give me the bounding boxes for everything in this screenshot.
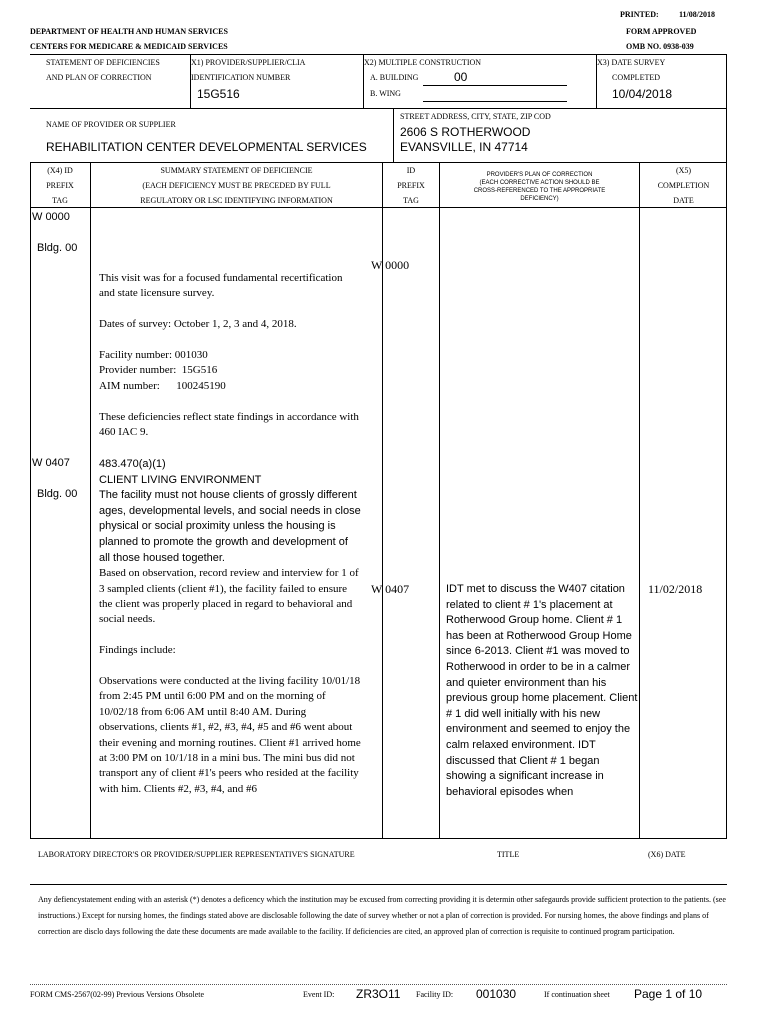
wing-label: B. WING xyxy=(370,89,401,98)
provider-name-value: REHABILITATION CENTER DEVELOPMENTAL SERVICES xyxy=(46,140,367,154)
provider-id-value: 15G516 xyxy=(197,87,240,101)
facility-id-label: Facility ID: xyxy=(416,990,454,999)
plan-label: AND PLAN OF CORRECTION xyxy=(46,73,152,82)
address-line2: EVANSVILLE, IN 47714 xyxy=(400,140,528,154)
regulation-code: 483.470(a)(1) xyxy=(99,458,166,470)
omb-number: OMB NO. 0938-039 xyxy=(626,42,694,51)
x3-label: X3) DATE SURVEY xyxy=(597,58,666,67)
summary-block-1 xyxy=(99,271,361,456)
address-line1: 2606 S ROTHERWOOD xyxy=(400,125,531,139)
body-right-border xyxy=(726,54,727,838)
bldg-2: Bldg. 00 xyxy=(37,488,78,500)
footnote: Any defiencystatement ending with an asterisk (*) denotes a deficency which the institution may be excused from correcting providing it is determin other safegaurds provide sufficient protection to the patients. (see instructions.) Except for nursing homes, the findings stated above are disclosable following the date of survey whether or not a plan of correction is provided. For nursing homes, the above findings and plans of correction are disclo days following the date these documents are made available to the facility. If deficiencies are cited, an approved plan of correction is requisite to continued program participation. xyxy=(38,895,726,937)
tag-w0407-right: W 0407 xyxy=(371,582,410,596)
x4-prefix-label: PREFIX xyxy=(46,181,74,190)
id-tag-label: TAG xyxy=(403,196,419,205)
signature-rule xyxy=(30,884,727,885)
summary-title: SUMMARY STATEMENT OF DEFICIENCIE xyxy=(160,166,313,175)
agency-line2: CENTERS FOR MEDICARE & MEDICAID SERVICES xyxy=(30,42,228,51)
body-bottom-rule xyxy=(30,838,727,839)
statement-label: STATEMENT OF DEFICIENCIES xyxy=(46,58,160,67)
body-divider-3 xyxy=(439,162,440,838)
building-underline xyxy=(423,85,567,86)
findings-include: Findings include: xyxy=(99,644,176,657)
completion-date-label: DATE xyxy=(673,196,694,205)
summary-sub1: (EACH DEFICIENCY MUST BE PRECEDED BY FULL xyxy=(142,181,331,190)
continuation-label: If continuation sheet xyxy=(544,990,610,999)
observations: Observations were conducted at the living facility 10/01/18 from 2:45 PM until 6:00 PM and on the morning of 10/02/18 from 6:06 AM until 8:40 AM. During observations, clients #1, #2, #3, #4, #5 and #6 went about their evening and morning routines. Client #1 arrived home at 3:00 PM on 10/1/18 in a mini bus. The mini bus did not transport any of client #1's peers who resided at the facility with him. Clients #2, #3, #4, and #6 xyxy=(99,674,361,795)
plan-sub3: DEFICIENCY) xyxy=(520,196,559,202)
header-top-rule xyxy=(30,54,727,55)
x3-sub-label: COMPLETED xyxy=(612,73,660,82)
x5-label: (X5) xyxy=(675,166,692,175)
printed-label: PRINTED: xyxy=(620,10,659,19)
aim-number: AIM number: 100245190 xyxy=(99,379,226,392)
form-number: FORM CMS-2567(02-99) Previous Versions Obsolete xyxy=(30,990,205,999)
x4-tag-label: TAG xyxy=(52,196,68,205)
page-number: Page 1 of 10 xyxy=(634,987,703,1001)
header-bottom-rule xyxy=(30,162,727,163)
x1-label: X1) PROVIDER/SUPPLIER/CLIA xyxy=(191,58,306,67)
deficiency-statement: Based on observation, record review and interview for 1 of 3 sampled clients (client #1), the facility failed to ensure the client was properly placed in regard to behavioral and social needs. xyxy=(99,567,359,626)
body-divider-1 xyxy=(90,162,91,838)
event-id-label: Event ID: xyxy=(303,990,335,999)
plan-of-correction: IDT met to discuss the W407 citation related to client # 1's placement at Rotherwood Group home. Client # 1 has been at Rotherwood Group Home since 6-2013. Client #1 was moved to Rotherwood in order to be in a calmer and quieter environment than his previous group home placement. Client # 1 did well initially with his new environment and seemed to enjoy the calm relaxed environment. IDT discussed that Client # 1 began showing a significant increase in behavioral episodes when xyxy=(446,583,638,798)
plan-sub2: CROSS-REFERENCED TO THE APPROPRIATE xyxy=(473,188,606,194)
provider-name-label: NAME OF PROVIDER OR SUPPLIER xyxy=(46,120,176,129)
column-header-rule xyxy=(30,207,727,208)
x1-sub-label: IDENTIFICATION NUMBER xyxy=(191,73,291,82)
provider-number: Provider number: 15G516 xyxy=(99,364,218,377)
survey-dates: Dates of survey: October 1, 2, 3 and 4, 2018. xyxy=(99,318,297,331)
header-mid-rule xyxy=(30,108,727,109)
header-divider-4 xyxy=(393,108,394,162)
id-prefix-label: PREFIX xyxy=(397,181,425,190)
bldg-1: Bldg. 00 xyxy=(37,242,78,254)
form-approved: FORM APPROVED xyxy=(626,27,697,36)
regulation-text: The facility must not house clients of grossly different ages, developmental levels, and social needs in close physical or social proximity unless the housing is planned to promote the growth and development of all those housed together. xyxy=(99,489,361,564)
state-findings: These deficiencies reflect state findings in accordance with 460 IAC 9. xyxy=(99,410,359,439)
building-label: A. BUILDING xyxy=(370,73,419,82)
facility-numbers xyxy=(99,348,361,394)
survey-date-value: 10/04/2018 xyxy=(612,87,673,101)
x4-id-label: (X4) ID xyxy=(47,166,73,175)
address-label: STREET ADDRESS, CITY, STATE, ZIP COD xyxy=(400,112,551,121)
plan-title: PROVIDER'S PLAN OF CORRECTION xyxy=(486,172,593,178)
footer-dotted-rule xyxy=(30,984,727,985)
agency-line1: DEPARTMENT OF HEALTH AND HUMAN SERVICES xyxy=(30,27,228,36)
printed-date: 11/08/2018 xyxy=(679,10,716,19)
summary-sub2: REGULATORY OR LSC IDENTIFYING INFORMATION xyxy=(140,196,333,205)
summary-block-2 xyxy=(99,457,361,813)
x6-date-label: (X6) DATE xyxy=(648,850,686,859)
event-id-value: ZR3O11 xyxy=(356,987,401,1001)
tag-w0000: W 0000 xyxy=(32,211,70,223)
plan-sub1: (EACH CORRECTIVE ACTION SHOULD BE xyxy=(479,180,600,186)
building-value: 00 xyxy=(454,70,468,84)
facility-id-value: 001030 xyxy=(476,987,517,1001)
regulation-title: CLIENT LIVING ENVIRONMENT xyxy=(99,473,262,486)
x2-label: X2) MULTIPLE CONSTRUCTION xyxy=(364,58,482,67)
signature-label: LABORATORY DIRECTOR'S OR PROVIDER/SUPPLIER REPRESENTATIVE'S SIGNATURE xyxy=(38,850,355,859)
body-left-border xyxy=(30,162,31,838)
tag-w0000-right: W 0000 xyxy=(371,258,410,272)
title-label: TITLE xyxy=(497,850,520,859)
facility-number: Facility number: 001030 xyxy=(99,349,208,361)
completion-date: 11/02/2018 xyxy=(648,582,703,596)
completion-label: COMPLETION xyxy=(657,181,710,190)
id-label: ID xyxy=(406,166,416,175)
wing-underline xyxy=(423,101,567,102)
tag-w0407: W 0407 xyxy=(32,457,70,469)
visit-purpose: This visit was for a focused fundamental recertification and state licensure survey. xyxy=(99,272,343,300)
